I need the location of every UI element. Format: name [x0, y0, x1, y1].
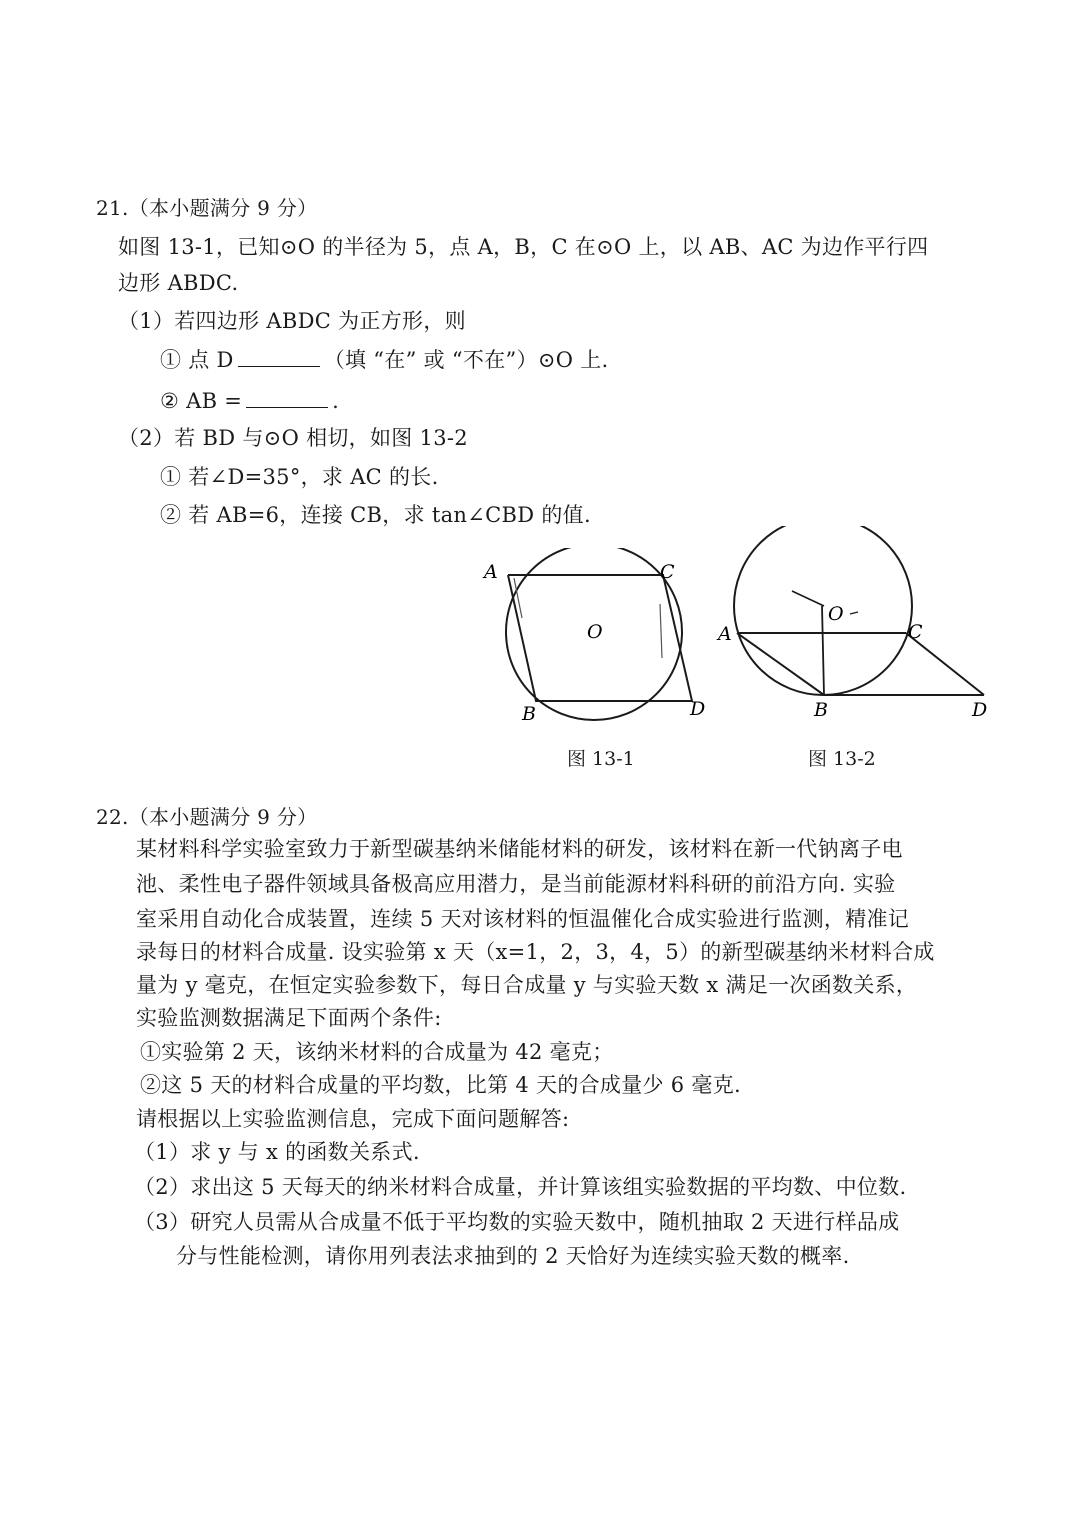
fig2-label-o: O — [828, 603, 844, 625]
fig1-label-o: O — [587, 621, 603, 643]
q21-part2: （2）若 BD 与⊙O 相切，如图 13-2 — [118, 426, 468, 450]
fig2-label-c: C — [908, 621, 923, 643]
fig2-label-d: D — [972, 699, 988, 721]
fig2-sketch-tick — [850, 612, 858, 614]
q22-sub3-line2: 分与性能检测，请你用列表法求抽到的 2 天恰好为连续实验天数的概率. — [176, 1244, 850, 1268]
q21-stem-line2: 边形 ABDC. — [118, 271, 239, 295]
q22-condition-1: ①实验第 2 天，该纳米材料的合成量为 42 毫克； — [140, 1040, 614, 1064]
q21-stem-line1: 如图 13-1，已知⊙O 的半径为 5，点 A，B，C 在⊙O 上，以 AB、AC 为边作平行四 — [118, 235, 929, 259]
fig1-label-b: B — [522, 703, 536, 725]
q22-condition-2: ②这 5 天的材料合成量的平均数，比第 4 天的合成量少 6 毫克. — [140, 1073, 742, 1097]
q22-stem-line4: 录每日的材料合成量. 设实验第 x 天（x=1，2，3，4，5）的新型碳基纳米材料合成 — [136, 940, 935, 964]
q22-header: 22.（本小题满分 9 分） — [96, 805, 318, 829]
q22-sub1: （1）求 y 与 x 的函数关系式. — [134, 1140, 420, 1164]
q21-part1-2-suffix: . — [332, 389, 340, 413]
fig2-line-ab — [737, 633, 824, 695]
fig2-label-b: B — [814, 699, 828, 721]
answer-blank-1[interactable] — [238, 346, 320, 367]
q22-sub3-line1: （3）研究人员需从合成量不低于平均数的实验天数中，随机抽取 2 天进行样品成 — [134, 1210, 900, 1234]
q21-header: 21.（本小题满分 9 分） — [96, 196, 318, 220]
q22-stem-line1: 某材料科学实验室致力于新型碳基纳米储能材料的研发，该材料在新一代钠离子电 — [136, 837, 903, 861]
fig1-label-a: A — [484, 561, 498, 583]
figure-13-2 — [712, 526, 1002, 726]
fig2-label-a: A — [718, 623, 732, 645]
figure-13-1 — [470, 548, 730, 748]
fig1-label-d: D — [690, 698, 706, 720]
q22-stem-line6: 实验监测数据满足下面两个条件: — [136, 1006, 442, 1030]
q21-part1: （1）若四边形 ABDC 为正方形，则 — [118, 309, 466, 333]
q21-part2-1: ① 若∠D=35°，求 AC 的长. — [160, 465, 439, 489]
fig2-sketch-radius — [792, 591, 824, 606]
q22-ask: 请根据以上实验监测信息，完成下面问题解答: — [136, 1107, 570, 1131]
q21-part1-1 — [160, 345, 609, 375]
fig1-label-c: C — [660, 561, 675, 583]
answer-blank-2[interactable] — [246, 387, 328, 408]
q22-stem-line5: 量为 y 毫克，在恒定实验参数下，每日合成量 y 与实验天数 x 满足一次函数关系， — [136, 973, 918, 997]
fig1-caption: 图 13-1 — [567, 748, 635, 770]
fig1-sketch-right — [660, 604, 662, 658]
q21-part1-2 — [160, 386, 339, 416]
q22-stem-line3: 室采用自动化合成装置，连续 5 天对该材料的恒温催化合成实验进行监测，精准记 — [136, 907, 910, 931]
q21-part2-2: ② 若 AB=6，连接 CB，求 tan∠CBD 的值. — [160, 503, 591, 527]
fig2-caption: 图 13-2 — [808, 748, 876, 770]
fig2-line-ob — [822, 606, 824, 695]
q22-stem-line2: 池、柔性电子器件领域具备极高应用潜力，是当前能源材料科研的前沿方向. 实验 — [136, 872, 896, 896]
q21-part1-1-prefix: ① 点 D — [160, 348, 234, 372]
q22-sub2: （2）求出这 5 天每天的纳米材料合成量，并计算该组实验数据的平均数、中位数. — [134, 1175, 907, 1199]
q21-part1-2-prefix: ② AB = — [160, 389, 243, 413]
q21-part1-1-suffix: （填 “在” 或 “不在”）⊙O 上. — [323, 348, 609, 372]
